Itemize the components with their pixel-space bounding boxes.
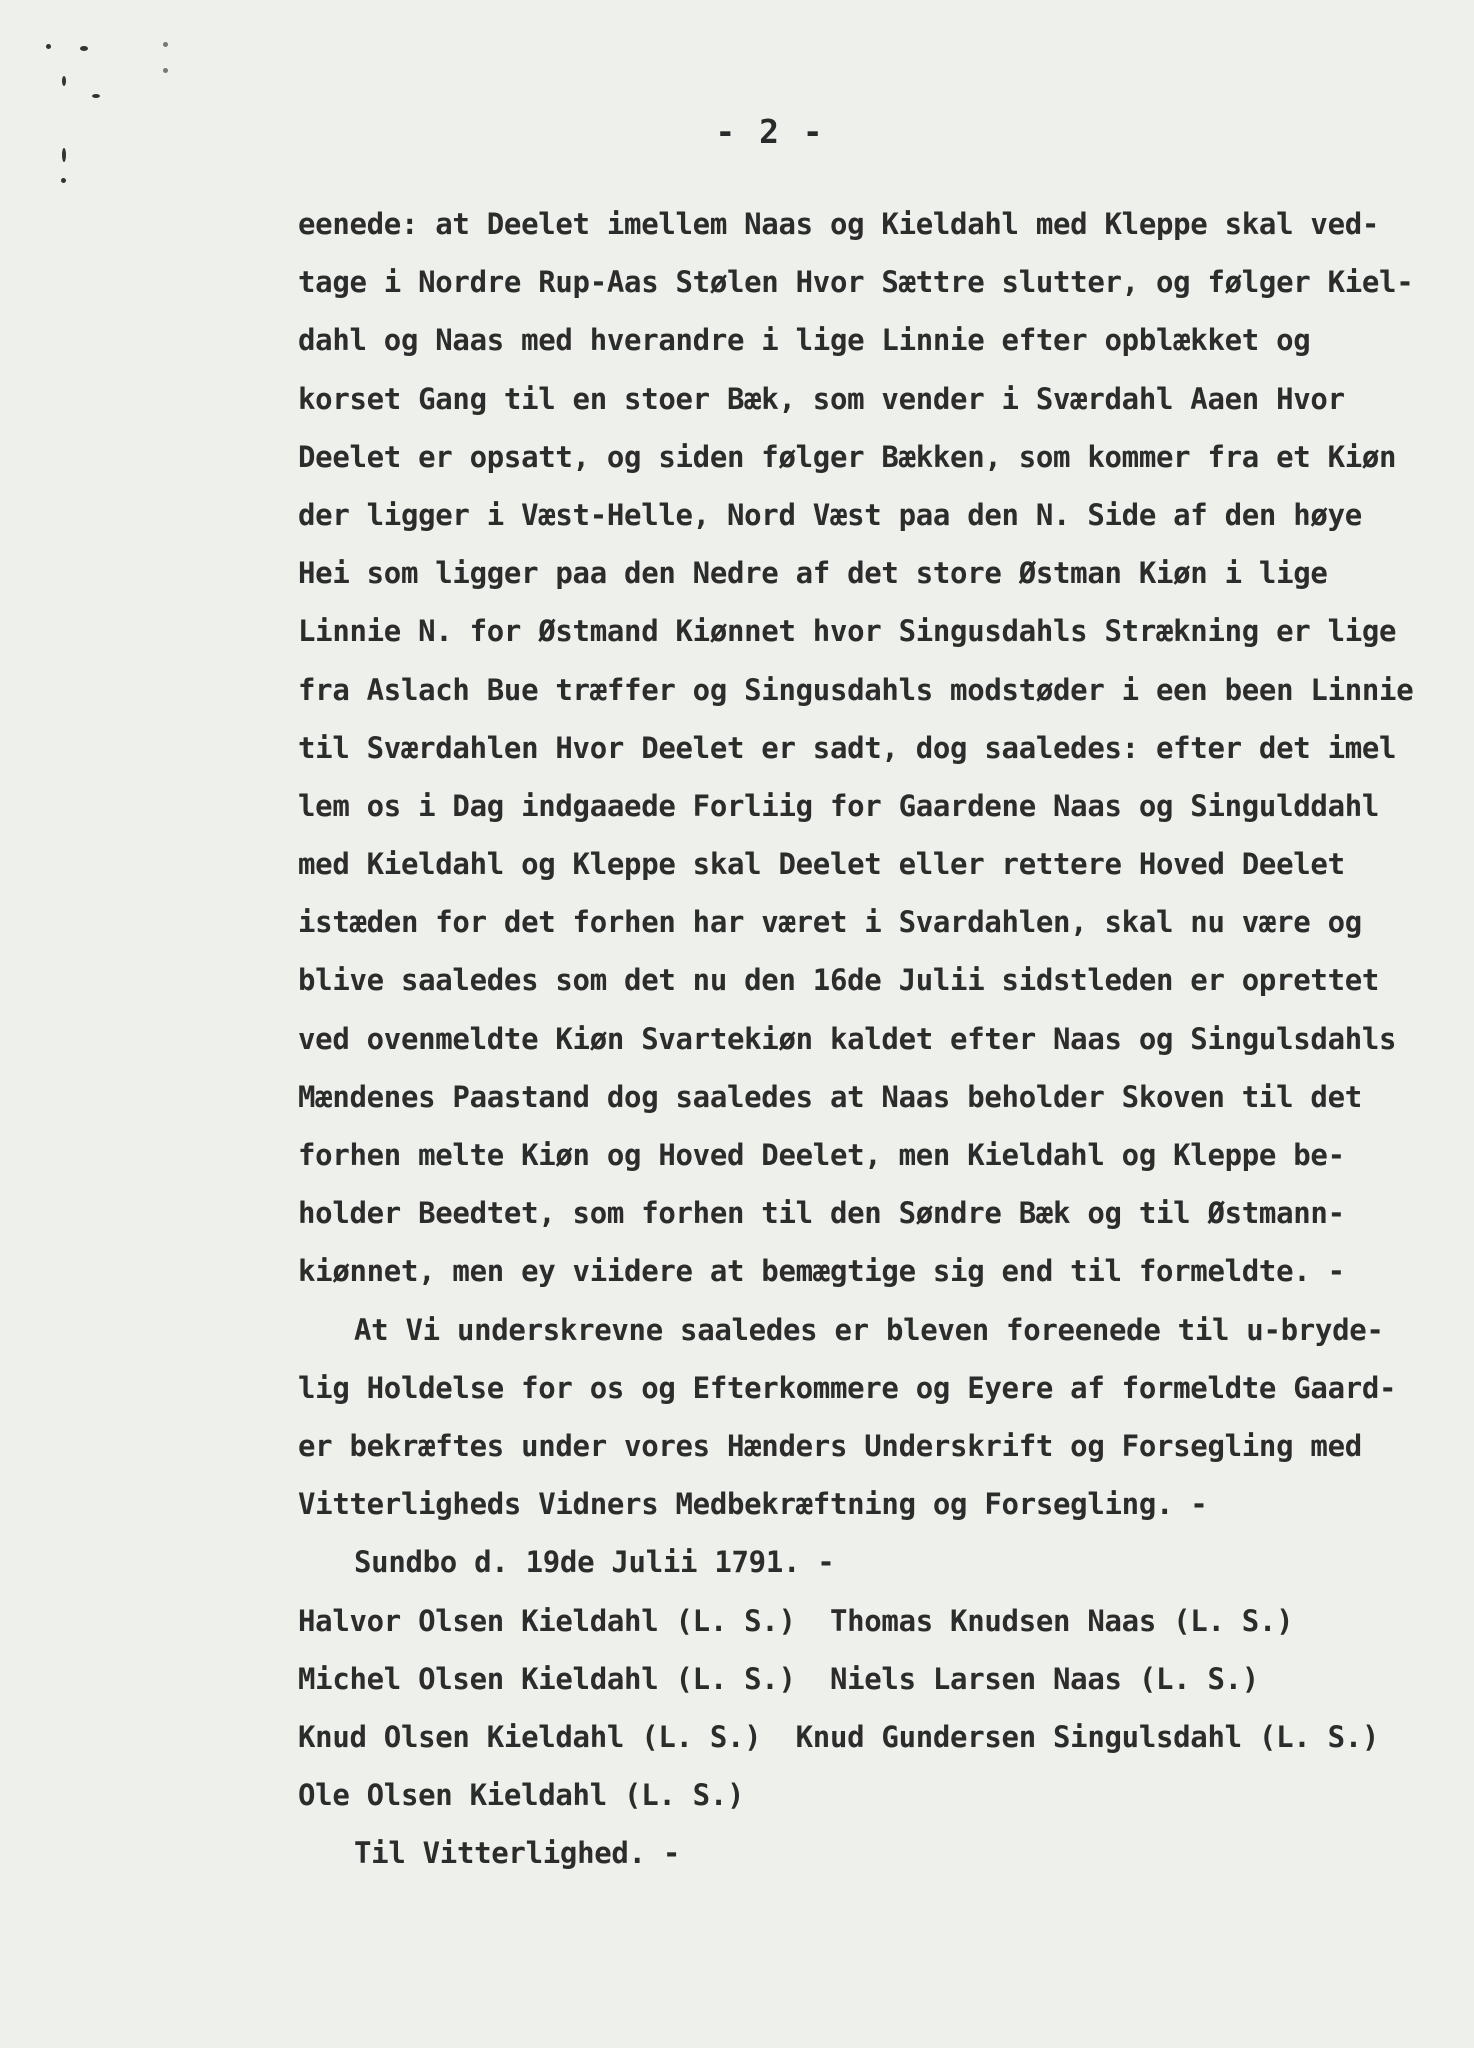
text-line: Sundbo d. 19de Julii 1791. - (354, 1545, 835, 1580)
text-line: Knud Olsen Kieldahl (L. S.) Knud Gundersen Singulsdahl (L. S.) (298, 1719, 1380, 1754)
scan-speck (61, 178, 66, 183)
text-line: der ligger i Væst-Helle, Nord Væst paa den N. Side af den høye (298, 497, 1362, 532)
text-line: Linnie N. for Østmand Kiønnet hvor Singusdahls Strækning er lige (298, 614, 1397, 649)
text-line: er bekræftes under vores Hænders Underskrift og Forsegling med (298, 1428, 1362, 1463)
text-line: til Sværdahlen Hvor Deelet er sadt, dog saaledes: efter det imel (298, 730, 1397, 765)
text-line: Hei som ligger paa den Nedre af det store Østman Kiøn i lige (298, 556, 1328, 591)
text-line: tage i Nordre Rup-Aas Stølen Hvor Sættre slutter, og følger Kiel- (298, 265, 1414, 300)
text-line: korset Gang til en stoer Bæk, som vender i Sværdahl Aaen Hvor (298, 381, 1345, 416)
scan-speck (80, 46, 88, 51)
document-body (298, 195, 1458, 1882)
text-line: kiønnet, men ey viidere at bemægtige sig end til formeldte. - (298, 1254, 1345, 1289)
scan-speck (163, 42, 168, 47)
text-line: Halvor Olsen Kieldahl (L. S.) Thomas Knudsen Naas (L. S.) (298, 1603, 1294, 1638)
text-line: blive saaledes som det nu den 16de Julii sidstleden er oprettet (298, 963, 1380, 998)
text-line: lem os i Dag indgaaede Forliig for Gaardene Naas og Singulddahl (298, 788, 1380, 823)
scan-speck (62, 76, 66, 86)
text-line: dahl og Naas med hverandre i lige Linnie efter opblækket og (298, 323, 1311, 358)
text-line: lig Holdelse for os og Efterkommere og Eyere af formeldte Gaard- (298, 1370, 1397, 1405)
text-line: Michel Olsen Kieldahl (L. S.) Niels Larsen Naas (L. S.) (298, 1661, 1259, 1696)
text-line: fra Aslach Bue træffer og Singusdahls modstøder i een been Linnie (298, 672, 1414, 707)
text-line: At Vi underskrevne saaledes er bleven foreenede til u-bryde- (354, 1312, 1384, 1347)
page-number: - 2 - (715, 112, 825, 151)
scan-speck (163, 68, 168, 73)
text-line: Ole Olsen Kieldahl (L. S.) (298, 1778, 745, 1813)
scan-speck (46, 44, 51, 49)
text-line: istæden for det forhen har været i Svardahlen, skal nu være og (298, 905, 1362, 940)
text-line: holder Beedtet, som forhen til den Søndre Bæk og til Østmann- (298, 1196, 1345, 1231)
text-line: eenede: at Deelet imellem Naas og Kieldahl med Kleppe skal ved- (298, 207, 1380, 241)
text-line: med Kieldahl og Kleppe skal Deelet eller rettere Hoved Deelet (298, 847, 1345, 882)
scan-speck (92, 94, 100, 98)
text-line: Mændenes Paastand dog saaledes at Naas beholder Skoven til det (298, 1079, 1362, 1114)
text-line: ved ovenmeldte Kiøn Svartekiøn kaldet efter Naas og Singulsdahls (298, 1021, 1397, 1056)
text-line: Til Vitterlighed. - (354, 1836, 681, 1871)
text-line: Deelet er opsatt, og siden følger Bækken, som kommer fra et Kiøn (298, 439, 1397, 474)
text-line: forhen melte Kiøn og Hoved Deelet, men Kieldahl og Kleppe be- (298, 1138, 1345, 1172)
text-line: Vitterligheds Vidners Medbekræftning og Forsegling. - (298, 1487, 1208, 1522)
